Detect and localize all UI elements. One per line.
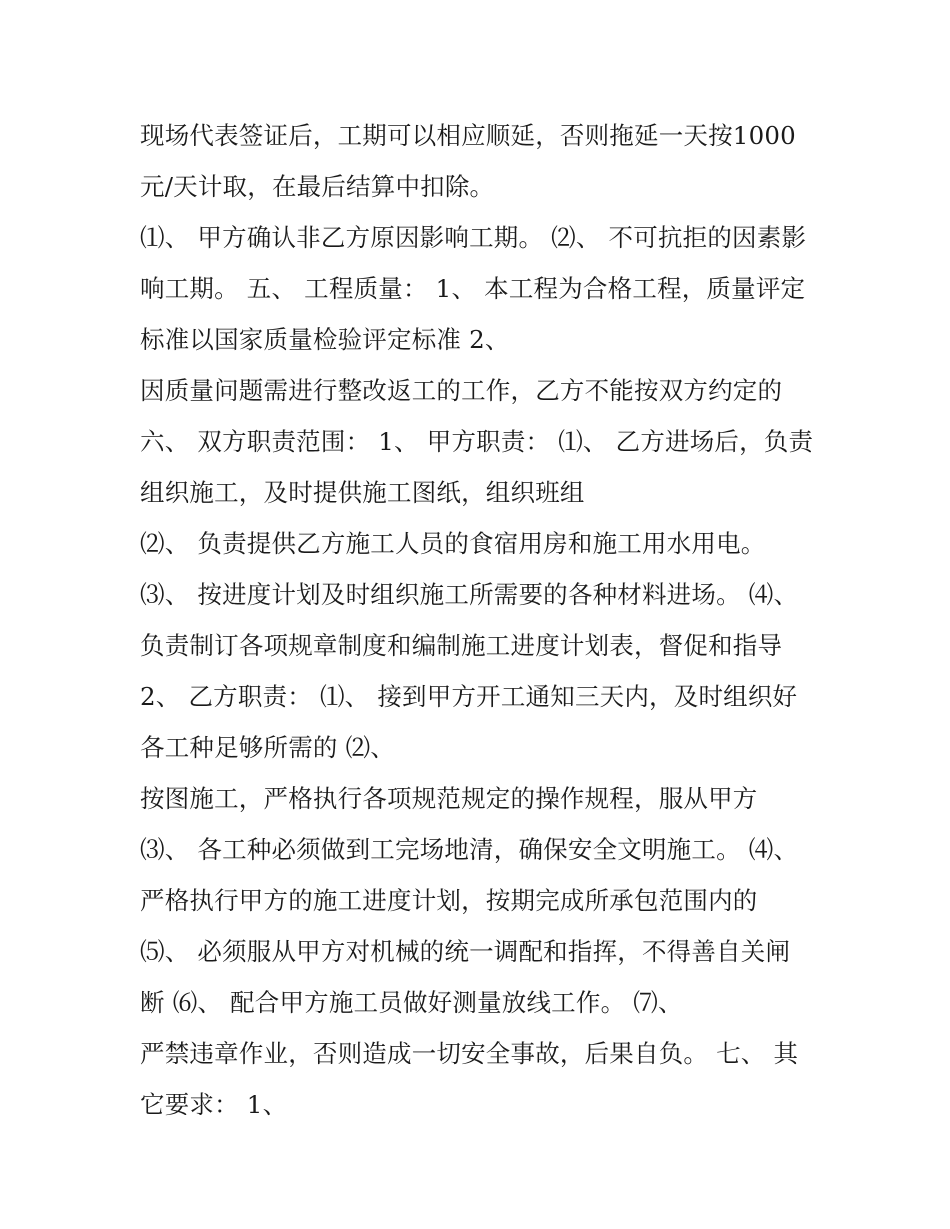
text-line: 负责制订各项规章制度和编制施工进度计划表，督促和指导 (140, 631, 783, 660)
text-line: 标准以国家质量检验评定标准 2、 (140, 325, 510, 354)
text-line: 严格执行甲方的施工进度计划，按期完成所承包范围内的 (140, 886, 758, 915)
text-line: ⑵、 负责提供乙方施工人员的食宿用房和施工用水用电。 (140, 529, 766, 558)
contract-text (140, 110, 830, 1130)
text-line: 响工期。 五、 工程质量： 1、 本工程为合格工程，质量评定 (140, 274, 806, 303)
text-line: ⑶、 各工种必须做到工完场地清，确保安全文明施工。 ⑷、 (140, 835, 799, 864)
text-line: ⑸、 必须服从甲方对机械的统一调配和指挥，不得善自关闸 (140, 937, 791, 966)
text-line: ⑶、 按进度计划及时组织施工所需要的各种材料进场。 ⑷、 (140, 580, 799, 609)
text-line: 严禁违章作业，否则造成一切安全事故，后果自负。 七、 其 (140, 1039, 799, 1068)
text-line: 六、 双方职责范围： 1、 甲方职责： ⑴、 乙方进场后，负责 (140, 427, 814, 456)
text-line: ⑴、 甲方确认非乙方原因影响工期。 ⑵、 不可抗拒的因素影 (140, 223, 807, 252)
text-line: 断 ⑹、 配合甲方施工员做好测量放线工作。 ⑺、 (140, 988, 683, 1017)
text-line: 按图施工，严格执行各项规范规定的操作规程，服从甲方 (140, 784, 758, 813)
text-line: 它要求： 1、 (140, 1090, 288, 1119)
text-line: 2、 乙方职责： ⑴、 接到甲方开工通知三天内，及时组织好 (140, 682, 798, 711)
text-line: 各工种足够所需的 ⑵、 (140, 733, 395, 762)
text-line: 组织施工，及时提供施工图纸，组织班组 (140, 478, 585, 507)
text-line: 元/天计取，在最后结算中扣除。 (140, 172, 495, 201)
text-line: 因质量问题需进行整改返工的工作，乙方不能按双方约定的 (140, 376, 783, 405)
text-line: 现场代表签证后，工期可以相应顺延，否则拖延一天按1000 (140, 121, 796, 150)
